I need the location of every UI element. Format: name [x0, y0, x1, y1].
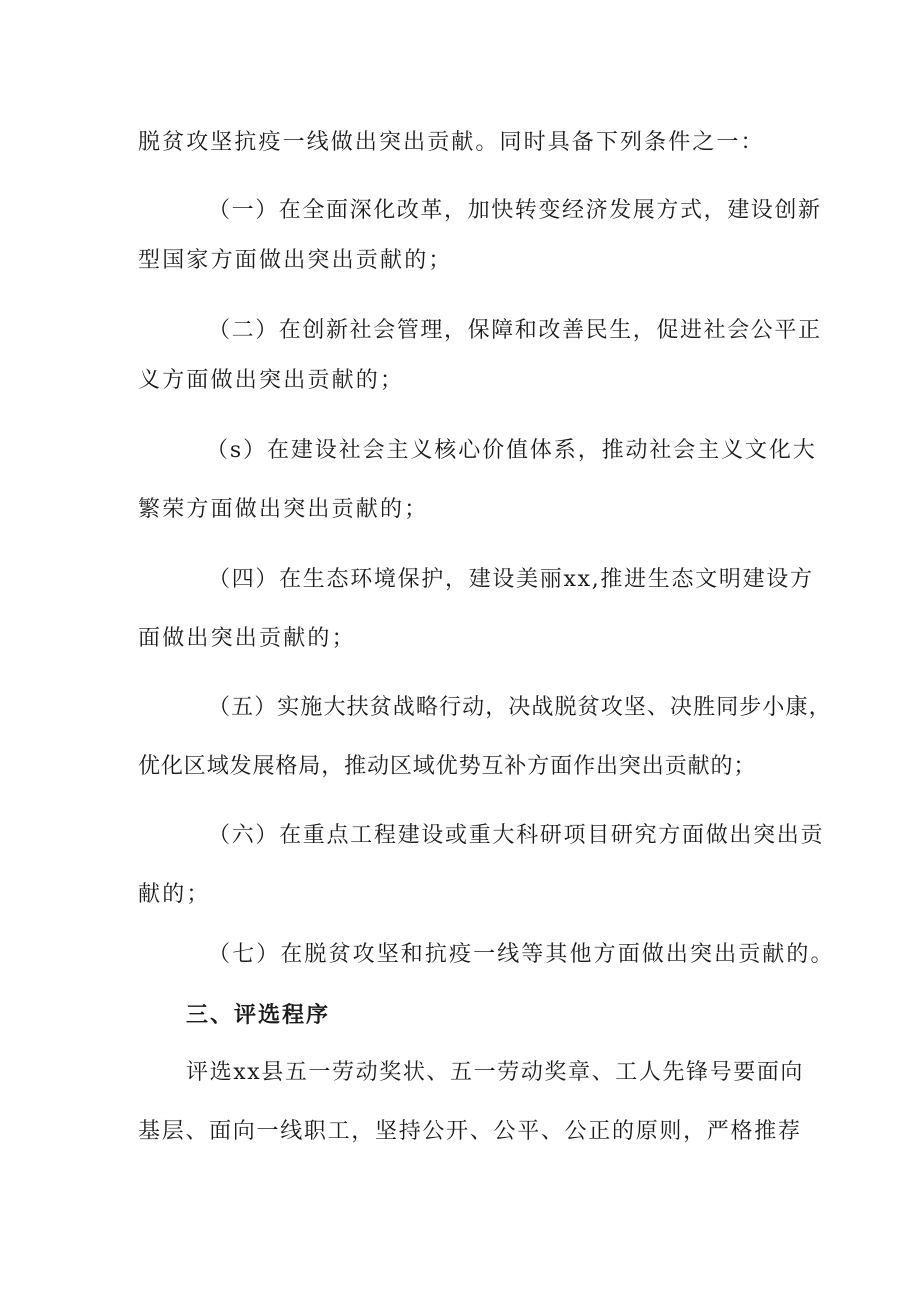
- paragraph-line: 评选xx县五一劳动奖状、五一劳动奖章、工人先锋号要面向: [186, 1060, 805, 1085]
- list-item-6-line-2: 献的；: [138, 882, 211, 907]
- section-heading: 三、评选程序: [186, 1002, 331, 1028]
- list-item-1-line-1: （一）在全面深化改革，加快转变经济发展方式，建设创新: [208, 198, 822, 223]
- list-item-5-line-2: 优化区域发展格局，推动区域优势互补方面作出突出贡献的；: [138, 754, 757, 779]
- list-item-2-line-2: 义方面做出突出贡献的；: [138, 368, 405, 393]
- list-item-3-line-1: （s）在建设社会主义核心价值体系，推动社会主义文化大: [206, 438, 817, 463]
- list-item-6-line-1: （六）在重点工程建设或重大科研项目研究方面做出突出贡: [208, 823, 825, 848]
- list-item-7: （七）在脱贫攻坚和抗疫一线等其他方面做出突出贡献的。: [208, 942, 835, 967]
- list-item-3-line-2: 繁荣方面做出突出贡献的；: [138, 497, 429, 522]
- list-item-4-line-2: 面做出突出贡献的；: [138, 626, 356, 651]
- list-item-5-line-1: （五）实施大扶贫战略行动，决战脱贫攻坚、决胜同步小康，: [208, 695, 832, 720]
- list-item-1-line-2: 型国家方面做出突出贡献的；: [138, 248, 453, 273]
- paragraph-line: 脱贫攻坚抗疫一线做出突出贡献。同时具备下列条件之一：: [138, 130, 765, 155]
- paragraph-line: 基层、面向一线职工，坚持公开、公平、公正的原则，严格推荐: [138, 1119, 802, 1144]
- list-item-4-line-1: （四）在生态环境保护，建设美丽xx,推进生态文明建设方: [208, 567, 814, 592]
- list-item-2-line-1: （二）在创新社会管理，保障和改善民生，促进社会公平正: [208, 318, 822, 343]
